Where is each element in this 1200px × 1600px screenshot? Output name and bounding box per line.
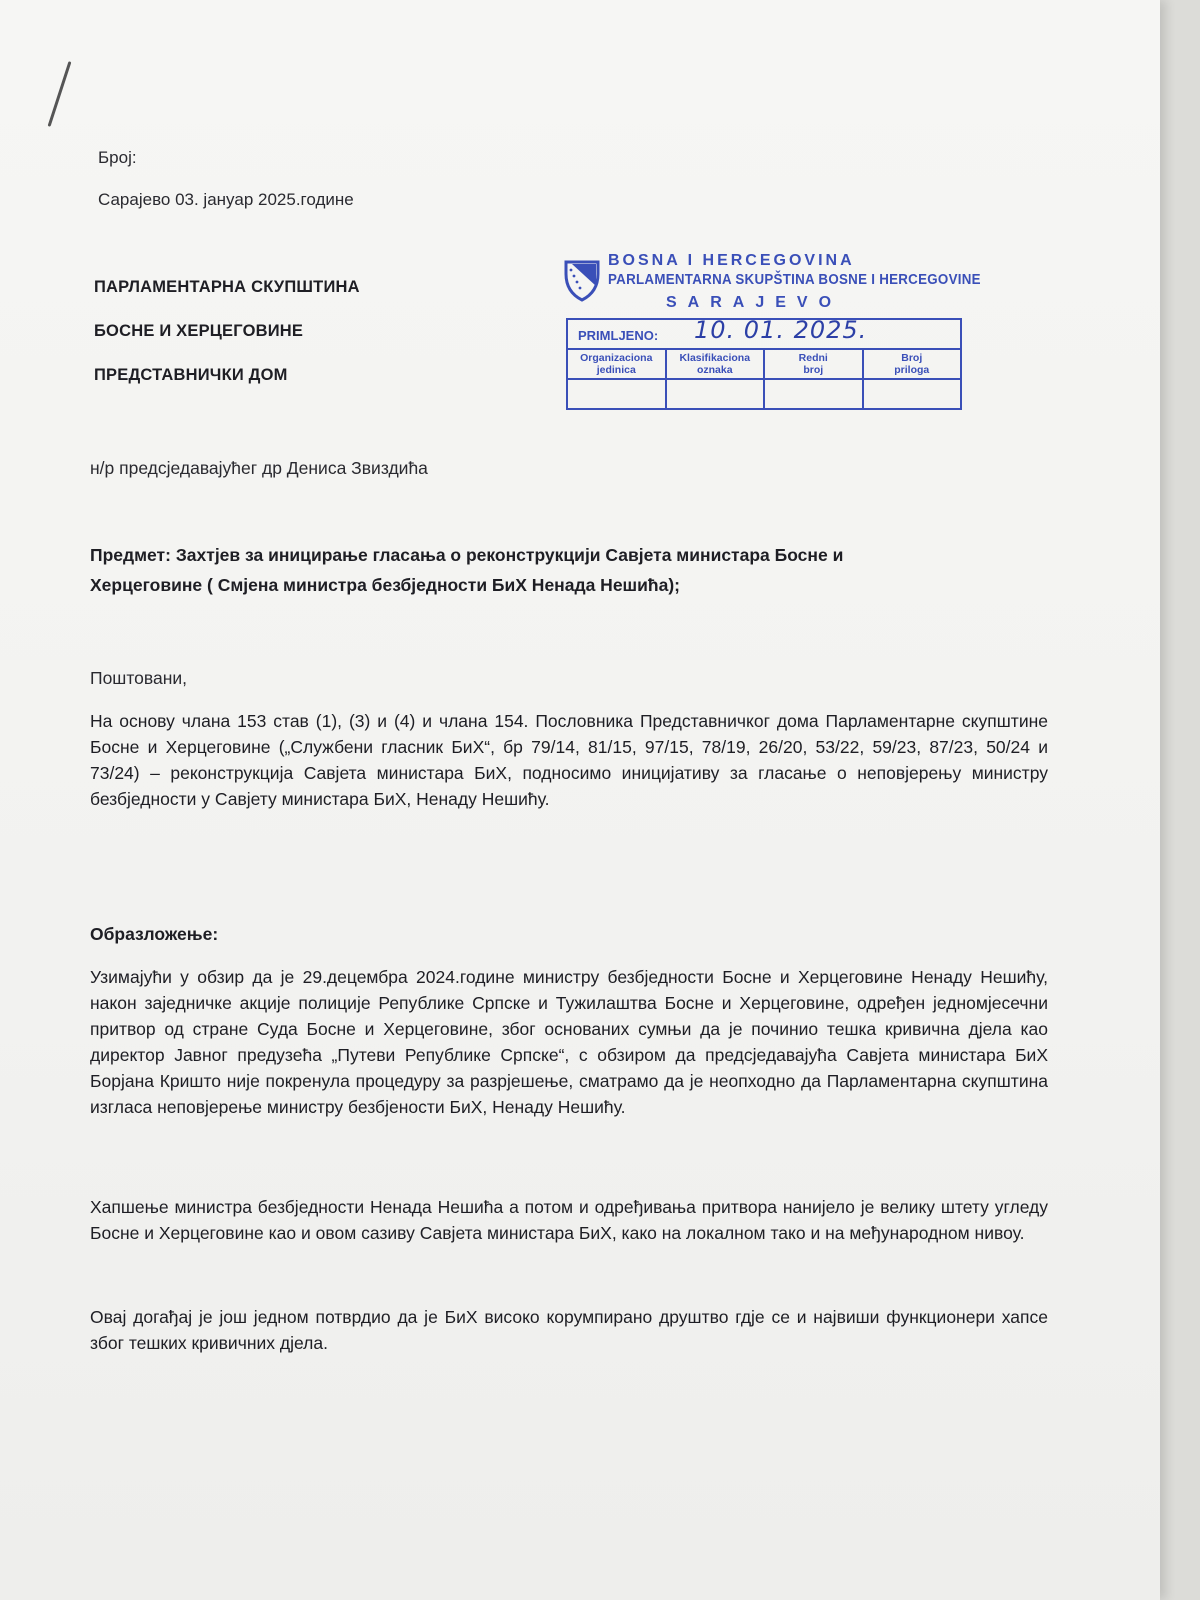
stamp-column-label: Organizaciona bbox=[580, 352, 653, 364]
stamp-received-date-handwritten: 10. 01. 2025. bbox=[694, 316, 868, 344]
rationale-paragraph-2: Хапшење министра безбједности Ненада Нешића а потом и одређивања притвора нанијело је велику штету угледу Босне и Херцеговине као и овом сазиву Савјета министара БиХ, како на локалном тако и на међународном нивоу. bbox=[90, 1197, 1048, 1243]
stamp-grid bbox=[566, 318, 962, 410]
rationale-paragraph-1: Узимајући у обзир да је 29.децембра 2024.године министру безбједности Босне и Херцеговине Ненаду Нешићу, након заједничке акције полиције Републике Српске и Тужилаштва Босне и Херцеговине, одређен једномјесечни притвор од стране Суда Босне и Херцеговине, због основаних сумњи да је починио тешка кривична дјела као директор Јавног предузећа „Путеви Републике Српске“, с обзиром да предсједавајућа Савјета министара БиХ Борјана Кришто није покренула процедуру за разрјешење, сматрамо да је неопходно да Парламентарна скупштина изгласа неповјерење министру безбјености БиХ, Ненаду Нешићу. bbox=[90, 967, 1048, 1117]
recipient-line-1: ПАРЛАМЕНТАРНА СКУПШТИНА bbox=[94, 278, 360, 296]
stamp-column-label: Broj bbox=[901, 352, 923, 364]
stamp-column-label: priloga bbox=[894, 364, 930, 376]
stamp-column bbox=[864, 350, 961, 410]
subject-line-1: Предмет: Захтјев за иницирање гласања о реконструкцији Савјета министара Босне и bbox=[90, 545, 844, 565]
handwritten-slash-mark bbox=[48, 61, 72, 127]
number-label: Број: bbox=[98, 148, 137, 167]
subject-line-2: Херцеговине ( Смјена министра безбједности БиХ Ненада Нешића); bbox=[90, 575, 680, 595]
stamp-received-label: PRIMLJENO: bbox=[578, 328, 659, 343]
recipient-line-3: ПРЕДСТАВНИЧКИ ДОМ bbox=[94, 366, 288, 384]
attention-line: н/р предсједавајућег др Дениса Звиздића bbox=[90, 458, 428, 478]
stamp-institution: PARLAMENTARNA SKUPŠTINA BOSNE I HERCEGOVINE bbox=[608, 272, 981, 288]
reception-stamp bbox=[562, 248, 981, 416]
stamp-column-label: oznaka bbox=[696, 364, 733, 376]
intro-paragraph: На основу члана 153 став (1), (3) и (4) и члана 154. Пословника Представничког дома Парламентарне скупштине Босне и Херцеговине („Службени гласник БиХ“, бр 79/14, 81/15, 97/15, 78/19, 26/20, 53/22, 59/23, 87/23, 50/24 и 73/24) – реконструкција Савјета министара БиХ, подносимо иницијативу за гласање о неповјерењу министру безбједности у Савјету министара БиХ, Ненаду Нешићу. bbox=[90, 711, 1048, 809]
stamp-column-label: Klasifikaciona bbox=[679, 352, 751, 364]
stamp-column-label: jedinica bbox=[596, 364, 636, 376]
stamp-column-label: Redni bbox=[798, 352, 828, 364]
stamp-column bbox=[765, 350, 864, 410]
stamp-column bbox=[568, 350, 667, 410]
stamp-country: BOSNA I HERCEGOVINA bbox=[608, 252, 855, 269]
subject bbox=[90, 540, 1090, 600]
stamp-column-label: broj bbox=[803, 364, 824, 376]
stamp-columns bbox=[568, 350, 960, 410]
stamp-received-row bbox=[568, 316, 960, 350]
stamp-city: SARAJEVO bbox=[666, 294, 843, 311]
greeting: Поштовани, bbox=[90, 668, 188, 688]
place-date: Сарајево 03. јануар 2025.године bbox=[98, 190, 354, 209]
coat-of-arms-icon bbox=[562, 256, 602, 304]
rationale-heading: Образложење: bbox=[90, 924, 219, 944]
stamp-column bbox=[667, 350, 766, 410]
recipient-line-2: БОСНЕ И ХЕРЦЕГОВИНЕ bbox=[94, 322, 304, 340]
rationale-paragraph-3: Овај догађај је још једном потврдио да је БиХ високо корумпирано друштво гдје се и највиши функционери хапсе због тешких кривичних дјела. bbox=[90, 1307, 1048, 1353]
